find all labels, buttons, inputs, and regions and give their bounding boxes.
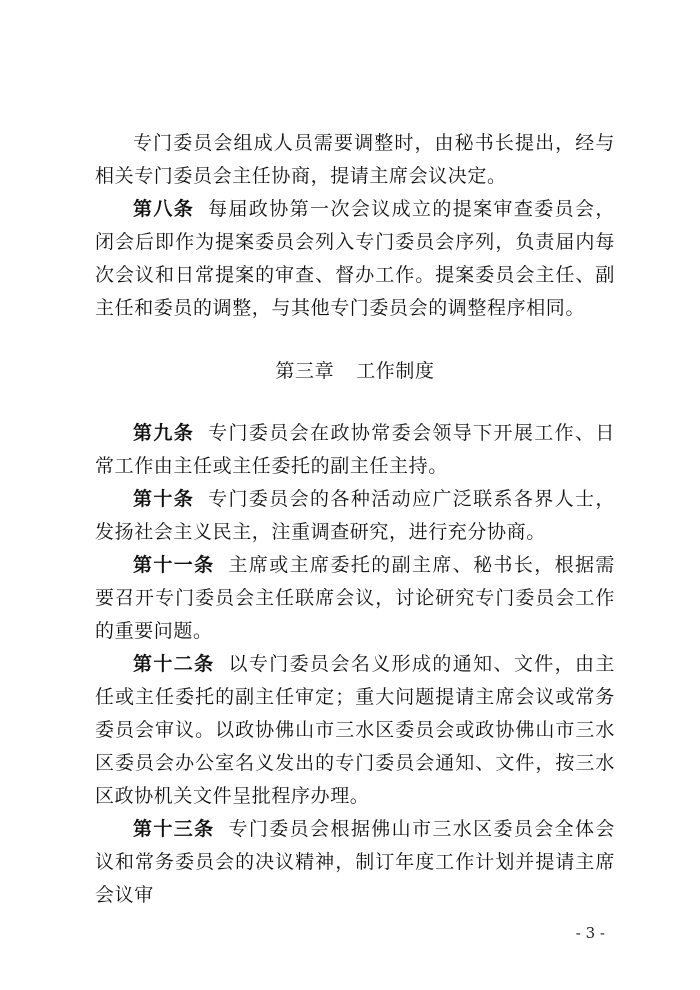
article-12 [95,648,615,813]
article-text: 以专门委员会名义形成的通知、文件，由主任或主任委托的副主任审定；重大问题提请主席会议或常务委员会审议。以政协佛山市三水区委员会或政协佛山市三水区委员会办公室名义发出的专门委员会通知、文件，按三水区政协机关文件呈批程序办理。 [95,653,615,807]
article-13 [95,813,615,912]
paragraph-text: 专门委员会组成人员需要调整时，由秘书长提出，经与相关专门委员会主任协商，提请主席会议决定。 [95,132,615,187]
article-heading: 第十一条 [133,554,215,576]
article-text: 专门委员会根据佛山市三水区委员会全体会议和常务委员会的决议精神，制订年度工作计划并提请主席会议审 [95,818,615,906]
article-text: 专门委员会的各种活动应广泛联系各界人士，发扬社会主义民主，注重调查研究，进行充分协商。 [95,488,615,543]
article-9 [95,417,615,483]
article-8 [95,193,615,325]
article-heading: 第九条 [133,422,195,444]
paragraph-continuation [95,127,615,193]
chapter-title: 工作制度 [356,360,435,382]
article-heading: 第十三条 [133,818,215,840]
chapter-heading [95,355,615,388]
article-text: 主席或主席委托的副主席、秘书长，根据需要召开专门委员会主任联席会议，讨论研究专门委员会工作的重要问题。 [95,554,615,642]
article-heading: 第十条 [133,488,195,510]
article-text: 每届政协第一次会议成立的提案审查委员会，闭会后即作为提案委员会列入专门委员会序列，负责届内每次会议和日常提案的审查、督办工作。提案委员会主任、副主任和委员的调整，与其他专门委员会的调整程序相同。 [95,198,615,319]
document-body [95,127,615,912]
article-10 [95,483,615,549]
article-heading: 第十二条 [133,653,215,675]
article-11 [95,549,615,648]
page-number: - 3 - [575,924,605,942]
article-heading: 第八条 [133,198,195,220]
article-text: 专门委员会在政协常委会领导下开展工作、日常工作由主任或主任委托的副主任主持。 [95,422,615,477]
chapter-number: 第三章 [275,360,335,382]
